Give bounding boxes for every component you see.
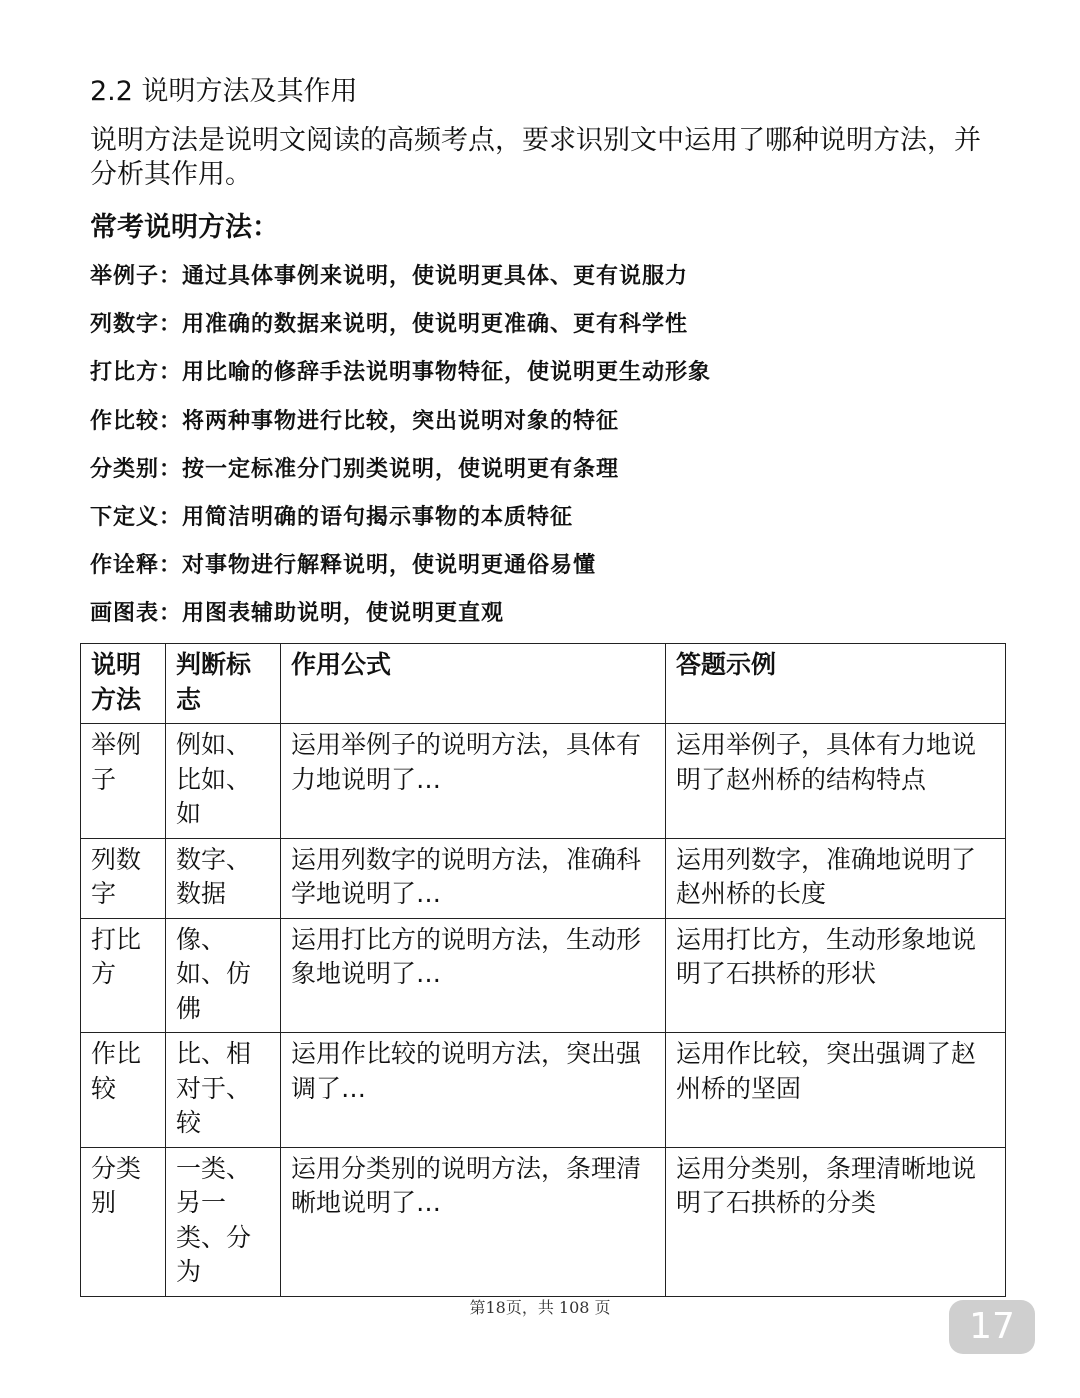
table-row: [81, 724, 1006, 839]
cell-formula: 运用举例子的说明方法，具体有力地说明了…: [281, 724, 666, 839]
cell-indicator: 例如、比如、如: [166, 724, 281, 839]
cell-indicator: 一类、另一类、分为: [166, 1147, 281, 1296]
table-row: [81, 1147, 1006, 1296]
cell-indicator: 像、如、仿佛: [166, 918, 281, 1033]
cell-example: 运用作比较，突出强调了赵州桥的坚固: [666, 1033, 1006, 1148]
methods-table: [80, 643, 1006, 1297]
page-number-badge: 17: [949, 1300, 1035, 1354]
method-item: 下定义：用简洁明确的语句揭示事物的本质特征: [90, 503, 574, 530]
cell-example: 运用打比方，生动形象地说明了石拱桥的形状: [666, 918, 1006, 1033]
method-item: 打比方：用比喻的修辞手法说明事物特征，使说明更生动形象: [90, 359, 712, 386]
method-item: 列数字：用准确的数据来说明，使说明更准确、更有科学性: [90, 311, 689, 338]
table-row: [81, 918, 1006, 1033]
cell-method: 打比方: [81, 918, 166, 1033]
method-item: 画图表：用图表辅助说明，使说明更直观: [90, 600, 505, 627]
cell-indicator: 比、相对于、较: [166, 1033, 281, 1148]
methods-list: [90, 258, 711, 644]
cell-indicator: 数字、数据: [166, 838, 281, 918]
cell-example: 运用举例子，具体有力地说明了赵州桥的结构特点: [666, 724, 1006, 839]
method-item: 作诠释：对事物进行解释说明，使说明更通俗易懂: [90, 552, 597, 579]
cell-formula: 运用打比方的说明方法，生动形象地说明了…: [281, 918, 666, 1033]
header-example: 答题示例: [666, 644, 1006, 724]
cell-method: 作比较: [81, 1033, 166, 1148]
cell-formula: 运用列数字的说明方法，准确科学地说明了…: [281, 838, 666, 918]
page-footer: 第18页，共 108 页: [469, 1298, 611, 1317]
table-row: [81, 1033, 1006, 1148]
intro-paragraph: 说明方法是说明文阅读的高频考点，要求识别文中运用了哪种说明方法，并分析其作用。: [90, 125, 981, 190]
header-method: 说明方法: [81, 644, 166, 724]
cell-method: 列数字: [81, 838, 166, 918]
section-title: 2.2 说明方法及其作用: [90, 76, 358, 107]
cell-example: 运用分类别，条理清晰地说明了石拱桥的分类: [666, 1147, 1006, 1296]
header-indicator: 判断标志: [166, 644, 281, 724]
header-formula: 作用公式: [281, 644, 666, 724]
cell-formula: 运用作比较的说明方法，突出强调了…: [281, 1033, 666, 1148]
cell-formula: 运用分类别的说明方法，条理清晰地说明了…: [281, 1147, 666, 1296]
method-item: 作比较：将两种事物进行比较，突出说明对象的特征: [90, 407, 620, 434]
method-item: 分类别：按一定标准分门别类说明，使说明更有条理: [90, 455, 620, 482]
table-row: [81, 838, 1006, 918]
table-header-row: [81, 644, 1006, 724]
methods-subheading: 常考说明方法：: [90, 212, 279, 243]
method-item: 举例子：通过具体事例来说明，使说明更具体、更有说服力: [90, 263, 689, 289]
cell-method: 举例子: [81, 724, 166, 839]
cell-method: 分类别: [81, 1147, 166, 1296]
cell-example: 运用列数字，准确地说明了赵州桥的长度: [666, 838, 1006, 918]
